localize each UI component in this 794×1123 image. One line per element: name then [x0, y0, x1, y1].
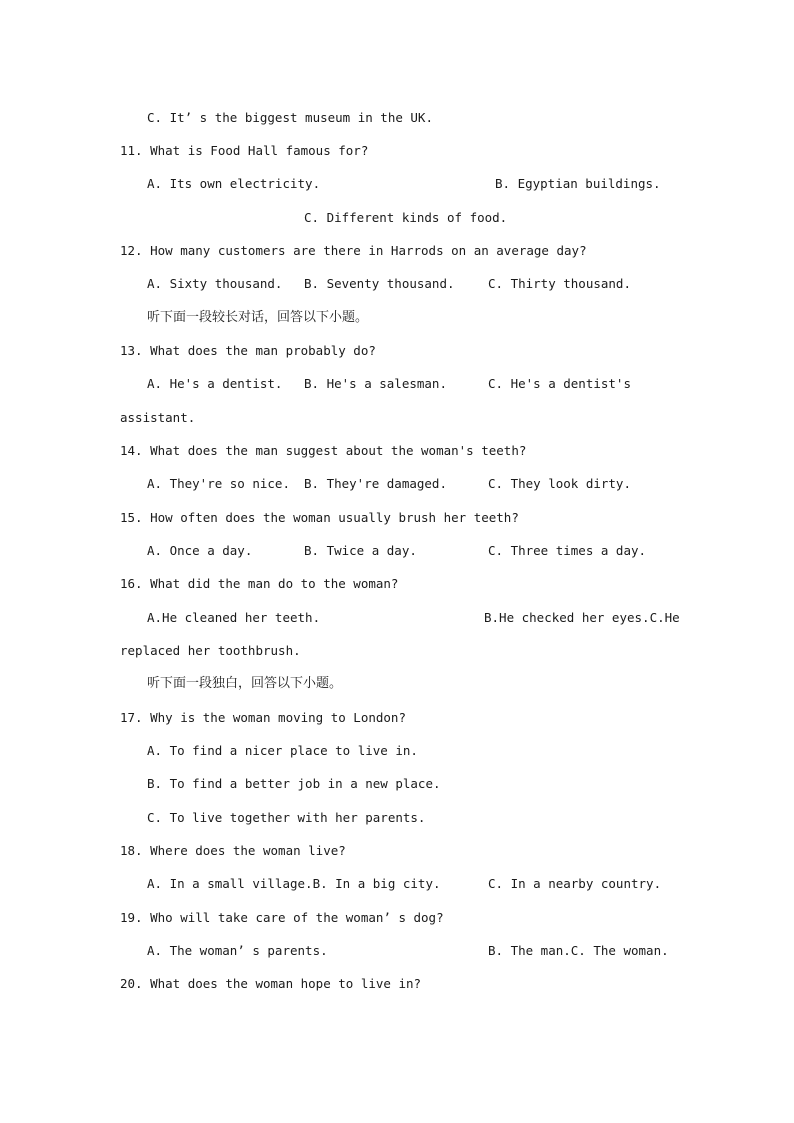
q13-option-a: A. He's a dentist.: [147, 376, 283, 391]
q13-question: 13. What does the man probably do?: [120, 343, 376, 358]
q19-option-a: A. The woman’ s parents.: [147, 943, 328, 958]
q12-question: 12. How many customers are there in Harrods on an average day?: [120, 243, 587, 258]
q11-option-b: B. Egyptian buildings.: [495, 176, 661, 191]
q14-option-c: C. They look dirty.: [488, 476, 631, 491]
q14-question: 14. What does the man suggest about the woman's teeth?: [120, 443, 527, 458]
q13-option-c-continued: assistant.: [120, 410, 196, 425]
q17-option-b: B. To find a better job in a new place.: [147, 776, 441, 791]
q13-option-c: C. He's a dentist's: [488, 376, 631, 391]
q16-option-c-continued: replaced her toothbrush.: [120, 643, 301, 658]
q11-question: 11. What is Food Hall famous for?: [120, 143, 369, 158]
q16-question: 16. What did the man do to the woman?: [120, 576, 399, 591]
q19-question: 19. Who will take care of the woman’ s dog?: [120, 910, 444, 925]
q14-option-b: B. They're damaged.: [304, 476, 447, 491]
q11-option-a: A. Its own electricity.: [147, 176, 321, 191]
q11-option-c: C. Different kinds of food.: [304, 210, 508, 225]
q12-option-b: B. Seventy thousand.: [304, 276, 455, 291]
q16-option-a: A.He cleaned her teeth.: [147, 610, 321, 625]
q18-question: 18. Where does the woman live?: [120, 843, 346, 858]
q20-question: 20. What does the woman hope to live in?: [120, 976, 422, 991]
q17-question: 17. Why is the woman moving to London?: [120, 710, 406, 725]
q13-option-b: B. He's a salesman.: [304, 376, 447, 391]
q10-option-c: C. It’ s the biggest museum in the UK.: [147, 110, 433, 125]
q15-option-c: C. Three times a day.: [488, 543, 647, 558]
q17-option-a: A. To find a nicer place to live in.: [147, 743, 418, 758]
q15-option-b: B. Twice a day.: [304, 543, 417, 558]
q17-option-c: C. To live together with her parents.: [147, 810, 426, 825]
section-heading-monologue: 听下面一段独白，回答以下小题。: [147, 676, 343, 691]
q14-option-a: A. They're so nice.: [147, 476, 290, 491]
q15-option-a: A. Once a day.: [147, 543, 253, 558]
q12-option-a: A. Sixty thousand.: [147, 276, 283, 291]
q19-option-bc: B. The man.C. The woman.: [488, 943, 669, 958]
section-heading-dialogue: 听下面一段较长对话，回答以下小题。: [147, 310, 369, 325]
q16-option-bc: B.He checked her eyes.C.He: [484, 610, 680, 625]
q18-option-c: C. In a nearby country.: [488, 876, 662, 891]
q15-question: 15. How often does the woman usually brush her teeth?: [120, 510, 519, 525]
q12-option-c: C. Thirty thousand.: [488, 276, 631, 291]
q18-option-ab: A. In a small village.B. In a big city.: [147, 876, 441, 891]
